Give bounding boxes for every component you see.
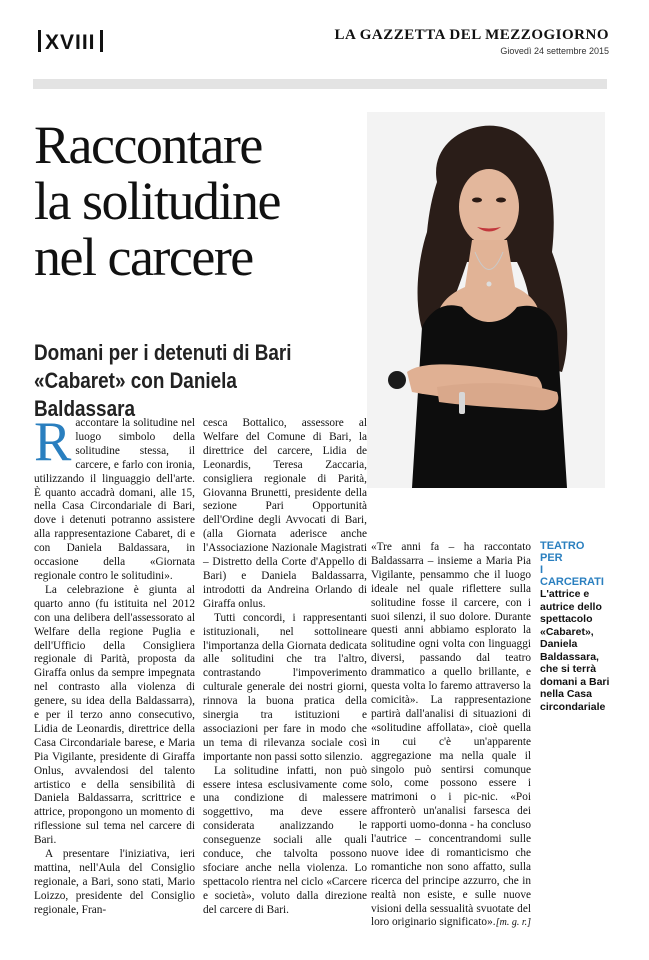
author-signature: [m. g. r.] — [495, 917, 531, 929]
paragraph: «Tre anni fa – ha raccontato Baldassarra – insieme a Maria Pia Vigilante, pensammo che il luogo ideale nel quale riflettere sulla solitudine fosse il carcere, con i suoi silenzi, il suo dolore. Durante questi anni abbiamo esplorato la solitudine ogni volta con linguaggi diversi, passando dal teatro drammatico a quello brillante, e questa volta lo faremo attraverso la comicità». La rappresentazione partirà dall'analisi di situazioni di «solitudine affollata», cioè quella in cui c'è un'apparente aggregazione ma nella quale il singolo può sentirsi comunque solo, come possono essere i matrimoni o i pic-nic. «Poi affronterò un'analisi farsesca dei rapporti uomo-donna - ha concluso l'autrice – concentrandomi sulle nuove idee di romanticismo che romantiche non sono affatto, sulla ricerca del principe azzurro, che in realtà non esiste, e sulle nuove visioni della sessualità svuotate del loro originario significato». — [371, 541, 531, 929]
paragraph: La celebrazione è giunta al quarto anno (fu istituita nel 2012 con una delibera dell'assessorato al Welfare della regione Puglia e dell'Ufficio della Consigliera regionale di Parità, proposta da Giraffa onlus da sempre impegnata nel contrasto alla violenza di genere, su idea della Baldassarra), e per il terzo anno consecutivo, Lidia de Leonardis, direttrice della Casa Circondariale barese, e Maria Pia Vigilante, presidente di Giraffa Onlus, avvalendosi del talento artistico e della sensibilità di Daniela Baldassarra, scrittrice e attrice, propongono un momento di riflessione sul tema nel carcere di Bari. — [34, 583, 195, 847]
paragraph: A presentare l'iniziativa, ieri mattina, nell'Aula del Consiglio regionale, a Bari, sono stati, Mario Loizzo, presidente del Consiglio regionale, Fran- — [34, 848, 195, 916]
portrait-photo — [367, 112, 605, 488]
article-title — [34, 117, 354, 285]
title-line: la solitudine — [34, 171, 280, 231]
title-line: Raccontare — [34, 115, 262, 175]
page-number-rule-right — [100, 30, 103, 52]
newspaper-masthead: LA GAZZETTA DEL MEZZOGIORNO — [334, 27, 609, 43]
paragraph: Tutti concordi, i rappresentanti istituzionali, nel sottolineare l'importanza della Giornata dedicata alle solitudini che tra l'altro, contrastando l'impoverimento culturale generale dei nostri giorni, rinnova la buona pratica della sinergia tra istituzioni e associazioni per fare in modo che un tema di rilevanza sociale così importante non passi sotto silenzio. — [203, 611, 367, 763]
page-number — [34, 30, 107, 55]
article-column-2 — [203, 417, 367, 918]
portrait-illustration — [367, 112, 605, 488]
article-column-3 — [371, 541, 531, 930]
photo-caption — [540, 540, 610, 713]
caption-kicker — [540, 540, 610, 588]
paragraph: cesca Bottalico, assessore al Welfare del Comune di Bari, la direttrice del carcere, Lidia de Leonardis, Teresa Zaccaria, consigliera regionale di Parità, Giovanna Brunetti, presidente della sezione Pari Opportunità dell'Ordine degli Avvocati di Bari, (alla Giornata aderisce anche l'Associazione Nazionale Magistrati – Distretto della Corte d'Appello di Bari) e Daniela Baldassarra, introdotti da Andreina Orlando di Giraffa onlus. — [203, 417, 367, 610]
caption-kicker-line: I CARCERATI — [540, 564, 604, 588]
paragraph — [34, 411, 195, 584]
paragraph: La solitudine infatti, non può essere intesa esclusivamente come una condizione di malessere soggettivo, ma deve essere considerata analizzando le conseguenze sociali alle quali conduce, che talvolta possono sfociare anche nella violenza. Lo spettacolo rientra nel ciclo «Carcere e società», voluto dalla direzione del carcere di Bari. — [203, 764, 367, 916]
title-line: nel carcere — [34, 227, 253, 287]
article-column-1 — [34, 411, 195, 918]
subtitle-line: Domani per i detenuti di Bari — [34, 340, 292, 365]
caption-kicker-line: TEATRO PER — [540, 540, 585, 564]
caption-text: L'attrice e autrice dello spettacolo «Cabaret», Daniela Baldassara, che si terrà domani a Bari nella Casa circondariale — [540, 588, 610, 713]
article-subtitle — [34, 339, 326, 423]
subtitle-line: «Cabaret» con Daniela Baldassara — [34, 368, 237, 421]
page-number-text: XVIII — [45, 31, 96, 54]
header-rule — [33, 79, 607, 89]
page-number-rule-left — [38, 30, 41, 52]
paragraph-text: accontare la solitudine nel luogo simbolo della solitudine stessa, il carcere, e farlo con ironia, utilizzando il linguaggio dell'arte. È quanto accadrà domani, alle 15, nella Casa Circondariale di Bari, dove i detenuti potranno assistere alla rappresentazione Cabaret, di e con Daniela Baldassara, in occasione della «Giornata regionale contro le solitudini». — [34, 417, 195, 582]
issue-date: Giovedì 24 settembre 2015 — [500, 46, 609, 56]
drop-cap: R — [34, 411, 72, 473]
